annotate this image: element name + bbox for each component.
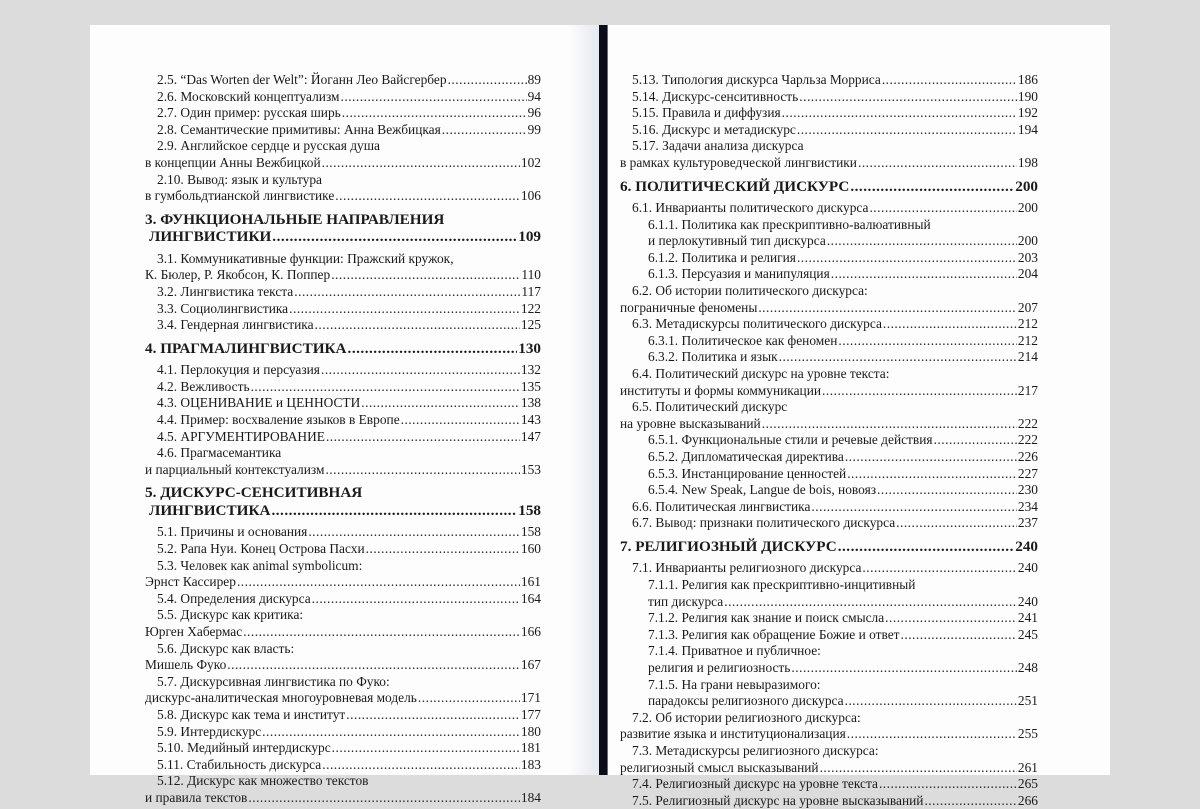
- toc-entry: [620, 643, 1038, 676]
- toc-entry: [620, 776, 1038, 793]
- toc-page-number: 122: [520, 300, 541, 316]
- toc-entry-title: в рамках культуроведческой лингвистики: [620, 154, 857, 170]
- toc-entry: [620, 627, 1038, 644]
- toc-page-number: 207: [1017, 299, 1038, 315]
- toc-page-number: 203: [1017, 249, 1038, 265]
- toc-entry-title: 5.11. Стабильность дискурса: [157, 756, 322, 772]
- toc-entry: [145, 412, 541, 429]
- toc-page-number: 183: [520, 756, 541, 772]
- toc-page-number: 212: [1017, 332, 1038, 348]
- toc-entry-title: 5. ДИСКУРС-СЕНСИТИВНАЯ: [145, 484, 363, 502]
- toc-entry-title: 5.1. Причины и основания: [157, 524, 308, 540]
- toc-entry: [620, 266, 1038, 283]
- dot-leader: [877, 482, 1017, 499]
- toc-page-number: 164: [520, 590, 541, 606]
- dot-leader: [294, 284, 520, 301]
- toc-page-number: 132: [520, 362, 541, 378]
- toc-page-number: 166: [520, 623, 541, 639]
- toc-page-number: 158: [518, 501, 541, 519]
- toc-page-number: 99: [527, 121, 541, 137]
- book-spine: [599, 25, 608, 775]
- toc-entry: [620, 89, 1038, 106]
- toc-page-number: 198: [1017, 154, 1038, 170]
- toc-page-number: 240: [1017, 593, 1038, 609]
- toc-entry-title: ЛИНГВИСТИКИ: [149, 228, 272, 246]
- toc-entry-title: 7.1.1. Религия как прескриптивно-инцитивный: [648, 577, 916, 593]
- toc-entry: [620, 250, 1038, 267]
- toc-entry: [620, 560, 1038, 577]
- toc-page-number: 230: [1017, 482, 1038, 498]
- toc-entry: [620, 499, 1038, 516]
- toc-entry: [620, 466, 1038, 483]
- toc-page-number: 96: [527, 105, 541, 121]
- dot-leader: [237, 574, 520, 591]
- toc-entry-title: 7.1. Инварианты религиозного дискурса: [632, 560, 862, 576]
- dot-leader: [882, 72, 1017, 89]
- toc-entry-title: 5.9. Интердискурс: [157, 723, 262, 739]
- toc-entry: [145, 251, 541, 284]
- dot-leader: [243, 624, 520, 641]
- toc-entry-title: 3. ФУНКЦИОНАЛЬНЫЕ НАПРАВЛЕНИЯ: [145, 210, 445, 228]
- toc-page-number: 160: [520, 540, 541, 556]
- toc-entry-title: 6.5. Политический дискурс: [632, 399, 788, 415]
- toc-entry: [620, 349, 1038, 366]
- toc-page-number: 135: [520, 378, 541, 394]
- dot-leader: [847, 466, 1017, 483]
- toc-page-number: 214: [1017, 349, 1038, 365]
- toc-entry: [620, 677, 1038, 710]
- toc-entry-title: 6.1.1. Политика как прескриптивно-валюативный: [648, 216, 931, 232]
- toc-entry: [145, 724, 541, 741]
- toc-entry-title: пограничные феномены: [620, 299, 758, 315]
- toc-entry-title: 2.10. Вывод: язык и культура: [157, 171, 323, 187]
- toc-entry: [620, 283, 1038, 316]
- toc-page-number: 181: [520, 740, 541, 756]
- toc-page-number: 125: [520, 317, 541, 333]
- toc-entry-title: дискурс-аналитическая многоуровневая модель: [145, 690, 417, 706]
- toc-entry-title: 4. ПРАГМАЛИНГВИСТИКА: [145, 339, 347, 357]
- dot-leader: [348, 340, 518, 358]
- dot-leader: [312, 591, 520, 608]
- dot-leader: [831, 266, 1017, 283]
- toc-entry: [145, 558, 541, 591]
- toc-entry: [620, 399, 1038, 432]
- dot-leader: [341, 89, 527, 106]
- toc-entry-title: 5.13. Типология дискурса Чарльза Морриса: [632, 72, 881, 87]
- dot-leader: [896, 515, 1017, 532]
- toc-entry-title: 3.1. Коммуникативные функции: Пражский кружок,: [157, 250, 454, 266]
- toc-page-number: 110: [521, 267, 541, 283]
- toc-page-number: 161: [520, 574, 541, 590]
- toc-page-number: 266: [1017, 792, 1038, 808]
- toc-entry-title: тип дискурса: [648, 593, 724, 609]
- toc-page-number: 222: [1017, 432, 1038, 448]
- toc-entry: [620, 200, 1038, 217]
- toc-entry-title: 6.3.1. Политическое как феномен: [648, 332, 838, 348]
- toc-entry-title: 5.10. Медийный интердискурс: [157, 740, 331, 756]
- toc-entry: [145, 379, 541, 396]
- toc-entry-title: и правила текстов: [145, 789, 248, 805]
- toc-entry-title: 6.3.2. Политика и язык: [648, 349, 778, 365]
- dot-leader: [934, 432, 1017, 449]
- toc-entry-title: парадоксы религиозного дискурса: [648, 693, 844, 709]
- toc-entry-title: 6.7. Вывод: признаки политического дискурса: [632, 515, 896, 531]
- dot-leader: [847, 726, 1017, 743]
- dot-leader: [779, 349, 1017, 366]
- toc-page-number: 167: [520, 657, 541, 673]
- toc-entry: [145, 641, 541, 674]
- dot-leader: [335, 188, 520, 205]
- gutter-shadow: [568, 25, 599, 775]
- toc-entry: [620, 72, 1038, 89]
- toc-entry-title: 2.5. “Das Worten der Welt”: Йоганн Лео Вайсгербер: [157, 72, 447, 87]
- toc-entry-title: К. Бюлер, Р. Якобсон, К. Поппер: [145, 267, 331, 283]
- toc-entry-title: на уровне высказываний: [620, 415, 761, 431]
- toc-right-page: [620, 72, 1038, 809]
- toc-entry-title: Мишель Фуко: [145, 657, 227, 673]
- toc-entry-title: 7.1.4. Приватное и публичное:: [648, 643, 821, 659]
- dot-leader: [924, 793, 1016, 809]
- toc-entry-title: 7.1.2. Религия как знание и поиск смысла: [648, 610, 885, 626]
- dot-leader: [442, 122, 527, 139]
- toc-page-number: 255: [1017, 726, 1038, 742]
- toc-entry-title: 5.2. Рапа Нуи. Конец Острова Пасхи: [157, 540, 365, 556]
- toc-entry-title: в концепции Анны Вежбицкой: [145, 154, 321, 170]
- toc-page-number: 89: [527, 72, 541, 87]
- toc-entry: [145, 89, 541, 106]
- toc-left-page: [145, 72, 541, 806]
- toc-page-number: 237: [1017, 515, 1038, 531]
- dot-leader: [845, 693, 1017, 710]
- toc-entry-title: 3.4. Гендерная лингвистика: [157, 317, 314, 333]
- toc-entry: [620, 366, 1038, 399]
- toc-page-number: 200: [1017, 233, 1038, 249]
- toc-entry: [620, 610, 1038, 627]
- toc-entry-title: религиозный смысл высказываний: [620, 759, 819, 775]
- toc-chapter-heading: [145, 484, 541, 519]
- toc-page-number: 200: [1017, 200, 1038, 216]
- toc-page-number: 106: [520, 188, 541, 204]
- book-spread: [90, 25, 1110, 808]
- toc-entry-title: 2.8. Семантические примитивы: Анна Вежбицкая: [157, 121, 441, 137]
- dot-leader: [901, 627, 1017, 644]
- dot-leader: [325, 462, 519, 479]
- dot-leader: [845, 449, 1017, 466]
- toc-entry-title: 4.5. АРГУМЕНТИРОВАНИЕ: [157, 428, 325, 444]
- toc-page-number: 204: [1017, 266, 1038, 282]
- toc-entry-title: 6.3. Метадискурсы политического дискурса: [632, 316, 882, 332]
- toc-entry: [145, 138, 541, 171]
- dot-leader: [321, 362, 520, 379]
- toc-page-number: 138: [520, 395, 541, 411]
- toc-page-number: 177: [520, 706, 541, 722]
- toc-entry: [145, 541, 541, 558]
- dot-leader: [758, 300, 1017, 317]
- toc-entry: [620, 333, 1038, 350]
- toc-entry-title: религия и религиозность: [648, 660, 791, 675]
- toc-entry: [620, 577, 1038, 610]
- toc-entry-title: 4.1. Перлокуция и персуазия: [157, 362, 320, 378]
- toc-page-number: 217: [1017, 382, 1038, 398]
- toc-entry-title: 5.12. Дискурс как множество текстов: [157, 773, 369, 789]
- toc-page-number: 248: [1017, 660, 1038, 675]
- toc-entry: [620, 482, 1038, 499]
- toc-entry: [145, 395, 541, 412]
- dot-leader: [361, 395, 520, 412]
- dot-leader: [799, 89, 1017, 106]
- toc-entry: [145, 284, 541, 301]
- toc-page-number: 117: [521, 283, 541, 299]
- toc-entry: [145, 607, 541, 640]
- toc-entry-title: 6.1.2. Политика и религия: [648, 249, 796, 265]
- toc-entry-title: 6.5.2. Дипломатическая директива: [648, 448, 844, 464]
- dot-leader: [811, 499, 1017, 516]
- toc-entry-title: Юрген Хабермас: [145, 623, 243, 639]
- toc-entry-title: 6.4. Политический дискурс на уровне текста:: [632, 366, 890, 381]
- dot-leader: [271, 502, 517, 520]
- toc-entry-title: 7.2. Об истории религиозного дискурса:: [632, 709, 861, 725]
- toc-entry-title: 6.1. Инварианты политического дискурса: [632, 200, 869, 216]
- dot-leader: [315, 317, 520, 334]
- dot-leader: [791, 660, 1017, 677]
- toc-page-number: 143: [520, 412, 541, 427]
- dot-leader: [883, 316, 1017, 333]
- toc-entry-title: 4.2. Вежливость: [157, 378, 250, 394]
- toc-entry-title: 5.14. Дискурс-сенситивность: [632, 88, 799, 104]
- toc-entry: [620, 432, 1038, 449]
- toc-chapter-heading: [145, 211, 541, 246]
- toc-entry: [145, 122, 541, 139]
- toc-chapter-heading: [620, 538, 1038, 556]
- dot-leader: [762, 416, 1017, 433]
- toc-page-number: 109: [518, 228, 541, 246]
- dot-leader: [289, 301, 520, 318]
- dot-leader: [251, 379, 520, 396]
- dot-leader: [418, 690, 520, 707]
- toc-page-number: 184: [520, 789, 541, 805]
- toc-page-number: 222: [1017, 415, 1038, 431]
- toc-entry: [620, 316, 1038, 333]
- toc-entry: [145, 757, 541, 774]
- toc-entry-title: 6.1.3. Персуазия и манипуляция: [648, 266, 830, 282]
- toc-entry-title: развитие языка и институционализация: [620, 726, 846, 742]
- toc-entry-title: 6.5.1. Функциональные стили и речевые действия: [648, 432, 933, 448]
- toc-entry-title: 5.7. Дискурсивная лингвистика по Фуко:: [157, 673, 390, 689]
- dot-leader: [308, 524, 520, 541]
- toc-entry-title: 7.4. Религиозный дискурс на уровне текста: [632, 776, 878, 792]
- toc-entry: [145, 172, 541, 205]
- toc-entry-title: 7. РЕЛИГИОЗНЫЙ ДИСКУРС: [620, 537, 837, 555]
- toc-entry-title: ЛИНГВИСТИКА: [149, 501, 271, 519]
- toc-entry-title: 5.8. Дискурс как тема и институт: [157, 706, 346, 722]
- toc-entry-title: 5.4. Определения дискурса: [157, 590, 311, 606]
- dot-leader: [448, 72, 527, 89]
- toc-page-number: 158: [520, 524, 541, 540]
- toc-entry-title: 6.5.4. New Speak, Langue de bois, новояз: [648, 482, 877, 498]
- toc-page-number: 153: [520, 461, 541, 477]
- toc-entry-title: 5.16. Дискурс и метадискурс: [632, 121, 796, 137]
- toc-page-number: 171: [520, 690, 541, 706]
- dot-leader: [331, 267, 520, 284]
- dot-leader: [822, 383, 1017, 400]
- toc-entry: [145, 429, 541, 446]
- toc-chapter-heading: [620, 178, 1038, 196]
- toc-entry-title: 6.2. Об истории политического дискурса:: [632, 283, 868, 299]
- toc-page-number: 180: [520, 723, 541, 739]
- toc-entry: [145, 301, 541, 318]
- toc-entry-title: 7.1.3. Религия как обращение Божие и ответ: [648, 626, 900, 642]
- toc-entry-title: 6.5.3. Инстанцирование ценностей: [648, 465, 847, 481]
- toc-entry: [620, 793, 1038, 809]
- toc-page-number: 190: [1017, 88, 1038, 104]
- toc-chapter-heading: [145, 340, 541, 358]
- toc-page-number: 245: [1017, 626, 1038, 642]
- toc-page-number: 234: [1017, 498, 1038, 514]
- toc-page-number: 102: [520, 154, 541, 170]
- dot-leader: [797, 122, 1017, 139]
- dot-leader: [838, 538, 1015, 556]
- toc-page-number: 200: [1015, 177, 1038, 195]
- toc-entry-title: 5.5. Дискурс как критика:: [157, 607, 304, 623]
- toc-entry: [145, 524, 541, 541]
- toc-entry-title: Эрнст Кассирер: [145, 574, 236, 590]
- dot-leader: [227, 657, 520, 674]
- toc-entry-title: в гумбольдтианской лингвистике: [145, 188, 335, 204]
- dot-leader: [332, 740, 520, 757]
- toc-entry: [620, 138, 1038, 171]
- dot-leader: [827, 233, 1017, 250]
- toc-entry-title: 5.6. Дискурс как власть:: [157, 640, 295, 656]
- toc-entry-title: институты и формы коммуникации: [620, 382, 822, 398]
- dot-leader: [262, 724, 520, 741]
- toc-entry: [145, 591, 541, 608]
- toc-entry: [620, 217, 1038, 250]
- dot-leader: [869, 200, 1016, 217]
- toc-entry-title: 2.7. Один пример: русская ширь: [157, 105, 341, 121]
- toc-entry: [145, 674, 541, 707]
- toc-entry-title: 6. ПОЛИТИЧЕСКИЙ ДИСКУРС: [620, 177, 850, 195]
- dot-leader: [797, 250, 1017, 267]
- dot-leader: [724, 594, 1017, 611]
- toc-page-number: 261: [1017, 759, 1038, 775]
- toc-entry-title: 2.9. Английское сердце и русская душа: [157, 138, 380, 154]
- toc-entry-title: и парциальный контекстуализм: [145, 461, 325, 477]
- toc-entry: [620, 122, 1038, 139]
- toc-page-number: 194: [1017, 121, 1038, 137]
- toc-page-number: 186: [1017, 72, 1038, 87]
- toc-page-number: 94: [527, 88, 541, 104]
- toc-entry-title: 7.3. Метадискурсы религиозного дискурса:: [632, 742, 879, 758]
- toc-entry: [620, 105, 1038, 122]
- toc-entry: [145, 707, 541, 724]
- toc-entry: [145, 445, 541, 478]
- toc-page-number: 226: [1017, 448, 1038, 464]
- dot-leader: [885, 610, 1017, 627]
- toc-entry-title: и перлокутивный тип дискурса: [648, 233, 826, 249]
- toc-entry-title: 3.2. Лингвистика текста: [157, 283, 294, 299]
- dot-leader: [879, 776, 1017, 793]
- toc-page-number: 251: [1017, 693, 1038, 709]
- toc-entry: [145, 740, 541, 757]
- toc-entry: [620, 449, 1038, 466]
- toc-entry-title: 5.3. Человек как animal symbolicum:: [157, 557, 363, 573]
- dot-leader: [838, 333, 1017, 350]
- toc-page-number: 130: [518, 339, 541, 357]
- dot-leader: [346, 707, 520, 724]
- toc-entry: [620, 743, 1038, 776]
- toc-entry: [145, 105, 541, 122]
- dot-leader: [366, 541, 520, 558]
- toc-entry-title: 5.17. Задачи анализа дискурса: [632, 138, 804, 154]
- toc-entry: [145, 773, 541, 806]
- toc-entry-title: 2.6. Московский концептуализм: [157, 88, 340, 104]
- dot-leader: [272, 228, 517, 246]
- toc-entry-title: 4.6. Прагмасемантика: [157, 445, 282, 461]
- toc-entry-title: 6.6. Политическая лингвистика: [632, 498, 811, 514]
- toc-entry: [145, 317, 541, 334]
- dot-leader: [862, 560, 1017, 577]
- dot-leader: [322, 757, 520, 774]
- dot-leader: [401, 412, 520, 429]
- toc-page-number: 240: [1017, 560, 1038, 576]
- toc-entry: [145, 72, 541, 89]
- toc-page-number: 241: [1017, 610, 1038, 626]
- toc-page-number: 265: [1017, 776, 1038, 792]
- toc-page-number: 192: [1017, 105, 1038, 121]
- toc-entry: [620, 515, 1038, 532]
- dot-leader: [248, 790, 520, 807]
- toc-entry-title: 4.3. ОЦЕНИВАНИЕ и ЦЕННОСТИ: [157, 395, 361, 411]
- toc-entry-title: 7.5. Религиозный дискурс на уровне высказываний: [632, 792, 924, 808]
- dot-leader: [342, 105, 527, 122]
- toc-entry: [620, 710, 1038, 743]
- toc-entry-title: 5.15. Правила и диффузия: [632, 105, 781, 121]
- dot-leader: [326, 429, 520, 446]
- toc-page-number: 227: [1017, 465, 1038, 481]
- toc-entry-title: 7.1.5. На грани невыразимого:: [648, 676, 821, 692]
- toc-page-number: 212: [1017, 316, 1038, 332]
- toc-entry: [145, 362, 541, 379]
- dot-leader: [820, 760, 1017, 777]
- toc-entry-title: 3.3. Социолингвистика: [157, 300, 289, 316]
- toc-entry-title: 4.4. Пример: восхваление языков в Европе: [157, 412, 400, 427]
- dot-leader: [850, 178, 1014, 196]
- dot-leader: [858, 155, 1017, 172]
- dot-leader: [322, 155, 520, 172]
- toc-page-number: 147: [520, 428, 541, 444]
- toc-page-number: 240: [1015, 537, 1038, 555]
- dot-leader: [782, 105, 1017, 122]
